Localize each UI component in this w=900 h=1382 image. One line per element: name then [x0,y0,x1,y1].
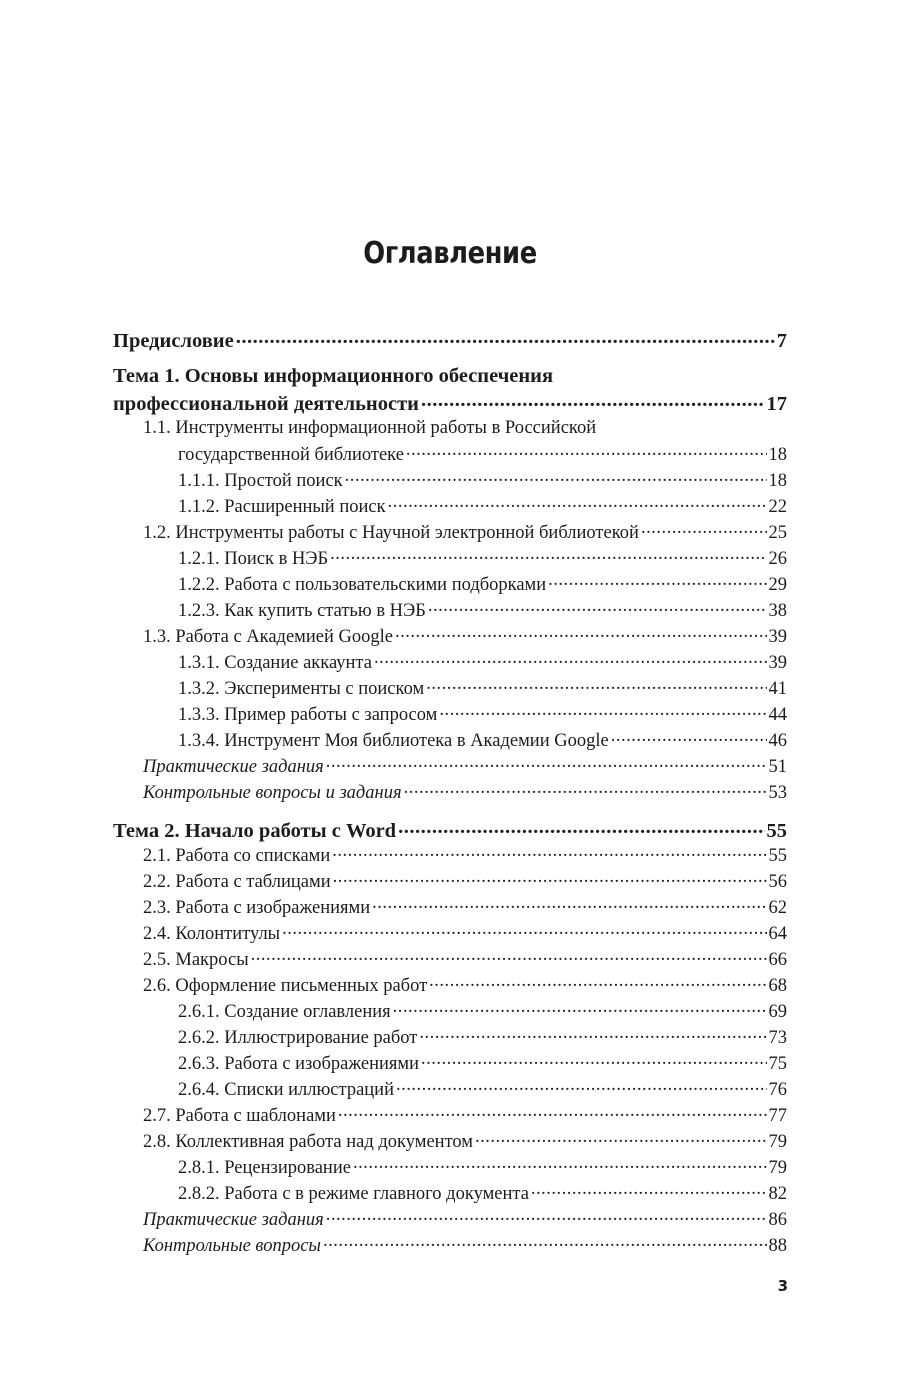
toc-entry [113,441,787,467]
toc-entry-page: 51 [768,756,787,777]
dot-leader [531,1180,767,1199]
toc-entry [113,326,787,352]
toc-entry-page: 66 [768,949,787,970]
toc-entry-title: 1.2. Инструменты работы с Научной электронной библиотекой [143,522,639,543]
toc-entry [113,597,787,623]
toc-entry-page: 79 [768,1157,787,1178]
dot-leader [345,467,767,486]
dot-leader [398,816,764,837]
toc-entry-title: профессиональной деятельности [113,392,419,415]
toc-entry-page: 76 [768,1079,787,1100]
toc-entry-title: Практические задания [143,1209,324,1230]
toc-entry [113,1206,787,1232]
toc-entry [113,1050,787,1076]
toc-entry-page: 86 [768,1209,787,1230]
dot-leader [421,389,765,410]
toc-entry-page: 46 [768,730,787,751]
dot-leader [326,753,767,772]
page-title: Оглавление [363,236,537,271]
toc-entry-page: 56 [768,871,787,892]
toc-entry [113,727,787,753]
dot-leader [332,842,766,861]
toc-entry [113,623,787,649]
dot-leader [393,998,767,1017]
toc-entry-title: государственной библиотеке [178,444,404,465]
toc-entry-page: 25 [768,522,787,543]
toc-entry-title: 1.3.2. Эксперименты с поиском [178,678,425,699]
toc-entry-title: 1.2.2. Работа с пользовательскими подборками [178,574,547,595]
toc-entry-title: 2.6. Оформление письменных работ [143,975,428,996]
dot-leader [611,727,767,746]
toc-entry [113,1102,787,1128]
toc-entry-title: 1.1.1. Простой поиск [178,470,343,491]
dot-leader [406,441,767,460]
toc-entry [113,389,787,415]
toc-entry-page: 22 [768,496,787,517]
dot-leader [426,675,766,694]
toc-entry-page: 55 [768,845,787,866]
dot-leader [475,1128,766,1147]
toc-entry [113,675,787,701]
toc-entry-page: 18 [768,470,787,491]
toc-entry-page: 38 [768,600,787,621]
toc-entry-page: 7 [776,329,787,352]
dot-leader [395,623,767,642]
toc-entry-page: 18 [768,444,787,465]
toc-entry-page: 41 [768,678,787,699]
toc-entry [113,1076,787,1102]
toc-entry [113,493,787,519]
dot-leader [338,1102,767,1121]
toc-entry [113,894,787,920]
toc-entry-title: 1.1.2. Расширенный поиск [178,496,386,517]
dot-leader [641,519,767,538]
toc-entry-page: 53 [768,782,787,803]
dot-leader [372,894,766,913]
dot-leader [439,701,766,720]
toc-entry-title: Контрольные вопросы [143,1235,321,1256]
dot-leader [396,1076,767,1095]
toc-entry-page: 39 [768,626,787,647]
toc-entry-page: 75 [768,1053,787,1074]
toc-entry-title: 2.8. Коллективная работа над документом [143,1131,474,1152]
dot-leader [404,779,767,798]
dot-leader [428,597,767,616]
toc-entry-title: 2.6.3. Работа с изображениями [178,1053,420,1074]
toc-entry [113,1232,787,1258]
toc-entry-title: 1.2.1. Поиск в НЭБ [178,548,329,569]
dot-leader [419,1024,766,1043]
toc-entry-page: 88 [768,1235,787,1256]
page-number: 3 [777,1277,788,1295]
toc-entry [113,779,787,805]
toc-entry-title: Тема 1. Основы информационного обеспечения [113,365,554,387]
table-of-contents [113,326,787,1258]
toc-entry-title: 2.5. Макросы [143,949,249,970]
toc-entry-title: 2.6.4. Списки иллюстраций [178,1079,394,1100]
toc-entry [113,753,787,779]
toc-entry-title: 1.1. Инструменты информационной работы в Российской [143,418,597,438]
toc-entry-page: 64 [768,923,787,944]
toc-entry-page: 82 [768,1183,787,1204]
toc-entry-title: 2.8.1. Рецензирование [178,1157,351,1178]
toc-entry-title: 2.3. Работа с изображениями [143,897,371,918]
toc-entry [113,415,787,441]
toc-entry-title: Практические задания [143,756,324,777]
toc-entry-page: 62 [768,897,787,918]
toc-entry-page: 68 [768,975,787,996]
toc-entry [113,571,787,597]
toc-entry-page: 55 [766,819,787,842]
toc-entry-title: 2.1. Работа со списками [143,845,331,866]
toc-entry [113,868,787,894]
toc-entry [113,1154,787,1180]
toc-entry-title: 2.8.2. Работа с в режиме главного документа [178,1183,529,1204]
toc-entry [113,920,787,946]
toc-entry [113,649,787,675]
toc-entry-title: 2.7. Работа с шаблонами [143,1105,336,1126]
toc-entry-title: 2.6.2. Иллюстрирование работ [178,1027,418,1048]
toc-entry-page: 77 [768,1105,787,1126]
toc-entry-page: 29 [768,574,787,595]
dot-leader [548,571,766,590]
toc-entry-title: Контрольные вопросы и задания [143,782,402,803]
toc-entry-page: 26 [768,548,787,569]
toc-entry-title: 2.6.1. Создание оглавления [178,1001,391,1022]
dot-leader [421,1050,766,1069]
toc-entry-title: 1.3.3. Пример работы с запросом [178,704,438,725]
toc-entry [113,972,787,998]
toc-entry-page: 17 [766,392,787,415]
toc-entry [113,1024,787,1050]
dot-leader [388,493,767,512]
toc-entry-page: 79 [768,1131,787,1152]
dot-leader [429,972,766,991]
toc-entry-title: 1.3.4. Инструмент Моя библиотека в Академии Google [178,730,609,751]
dot-leader [353,1154,767,1173]
dot-leader [323,1232,767,1251]
toc-entry [113,946,787,972]
toc-entry [113,545,787,571]
toc-entry-title: 1.2.3. Как купить статью в НЭБ [178,600,426,621]
toc-entry [113,701,787,727]
dot-leader [251,946,767,965]
dot-leader [282,920,766,939]
dot-leader [236,326,775,347]
toc-entry-page: 69 [768,1001,787,1022]
toc-entry [113,519,787,545]
toc-entry [113,816,787,842]
toc-entry-page: 73 [768,1027,787,1048]
toc-entry [113,1128,787,1154]
toc-entry-title: 1.3.1. Создание аккаунта [178,652,372,673]
toc-entry-title: 2.2. Работа с таблицами [143,871,331,892]
toc-entry-title: Тема 2. Начало работы с Word [113,819,397,842]
toc-entry-title: 1.3. Работа с Академией Google [143,626,393,647]
toc-entry-page: 44 [768,704,787,725]
toc-entry-page: 39 [768,652,787,673]
dot-leader [330,545,766,564]
toc-entry [113,363,787,389]
dot-leader [333,868,767,887]
toc-entry [113,998,787,1024]
toc-entry-title: 2.4. Колонтитулы [143,923,281,944]
toc-entry-title: Предисловие [113,329,234,352]
toc-entry [113,842,787,868]
toc-entry [113,1180,787,1206]
dot-leader [374,649,767,668]
toc-entry [113,467,787,493]
dot-leader [326,1206,767,1225]
